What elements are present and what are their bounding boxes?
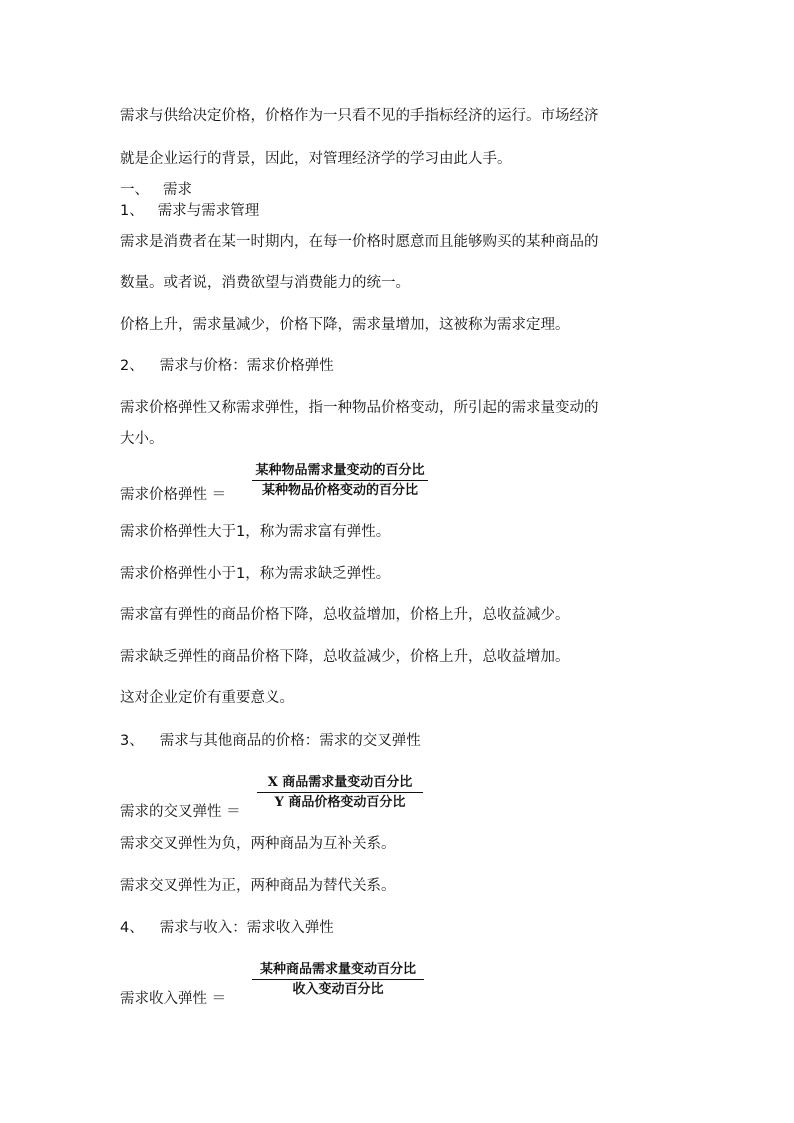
subsection-4-title: 需求与收入：需求收入弹性 (159, 920, 334, 936)
cross-elasticity-formula-label: 需求的交叉弹性 ＝ (120, 804, 241, 820)
intro-line-1: 需求与供给决定价格，价格作为一只看不见的手指标经济的运行。市场经济 (120, 108, 599, 124)
subsection-2-title: 需求与价格：需求价格弹性 (159, 358, 334, 374)
subsection-1-title: 需求与需求管理 (157, 203, 260, 219)
section-heading-text: 需求 (163, 182, 192, 198)
inelastic-revenue-note: 需求缺乏弹性的商品价格下降，总收益减少，价格上升，总收益增加。 (120, 649, 570, 665)
price-elasticity-denominator: 某种物品价格变动的百分比 (261, 483, 418, 498)
intro-line-2: 就是企业运行的背景，因此，对管理经济学的学习由此人手。 (120, 151, 512, 167)
subsection-4-number: 4、 (120, 920, 144, 936)
income-elasticity-fraction (252, 961, 424, 998)
demand-definition-line-1: 需求是消费者在某一时期内，在每一价格时愿意而且能够购买的某种商品的 (120, 234, 599, 250)
price-elasticity-numerator: 某种物品需求量变动的百分比 (255, 463, 425, 478)
income-elasticity-denominator: 收入变动百分比 (292, 982, 384, 997)
elastic-revenue-note: 需求富有弹性的商品价格下降，总收益增加，价格上升，总收益减少。 (120, 607, 570, 623)
subsection-1-number: 1、 (120, 203, 144, 219)
subsection-3-title: 需求与其他商品的价格：需求的交叉弹性 (159, 733, 421, 749)
subsection-3-heading (120, 731, 421, 751)
price-elasticity-formula-label: 需求价格弹性 ＝ (120, 487, 227, 503)
subsection-1-heading (120, 201, 259, 221)
subsection-2-heading (120, 356, 334, 376)
income-elasticity-formula-label: 需求收入弹性 ＝ (120, 991, 227, 1007)
section-heading-number: 一、 (120, 182, 149, 198)
fraction-bar (252, 979, 424, 980)
substitute-note: 需求交叉弹性为正，两种商品为替代关系。 (120, 878, 396, 894)
fraction-bar (257, 792, 423, 793)
price-elasticity-definition-line-2: 大小。 (120, 431, 164, 447)
complement-note: 需求交叉弹性为负，两种商品为互补关系。 (120, 836, 396, 852)
inelastic-note: 需求价格弹性小于1，称为需求缺乏弹性。 (120, 566, 391, 582)
demand-law: 价格上升，需求量减少，价格下降，需求量增加，这被称为需求定理。 (120, 317, 570, 333)
cross-elasticity-numerator: X 商品需求量变动百分比 (267, 775, 413, 790)
income-elasticity-numerator: 某种商品需求量变动百分比 (259, 962, 416, 977)
subsection-2-number: 2、 (120, 358, 144, 374)
pricing-significance-note: 这对企业定价有重要意义。 (120, 690, 294, 706)
subsection-4-heading (120, 918, 334, 938)
fraction-bar (252, 480, 428, 481)
price-elasticity-fraction (252, 462, 428, 499)
section-heading (120, 180, 192, 200)
cross-elasticity-fraction (257, 774, 423, 811)
elastic-note: 需求价格弹性大于1，称为需求富有弹性。 (120, 524, 391, 540)
subsection-3-number: 3、 (120, 733, 144, 749)
demand-definition-line-2: 数量。或者说，消费欲望与消费能力的统一。 (120, 275, 410, 291)
cross-elasticity-denominator: Y 商品价格变动百分比 (274, 795, 406, 810)
price-elasticity-definition-line-1: 需求价格弹性又称需求弹性，指一种物品价格变动，所引起的需求量变动的 (120, 400, 599, 416)
